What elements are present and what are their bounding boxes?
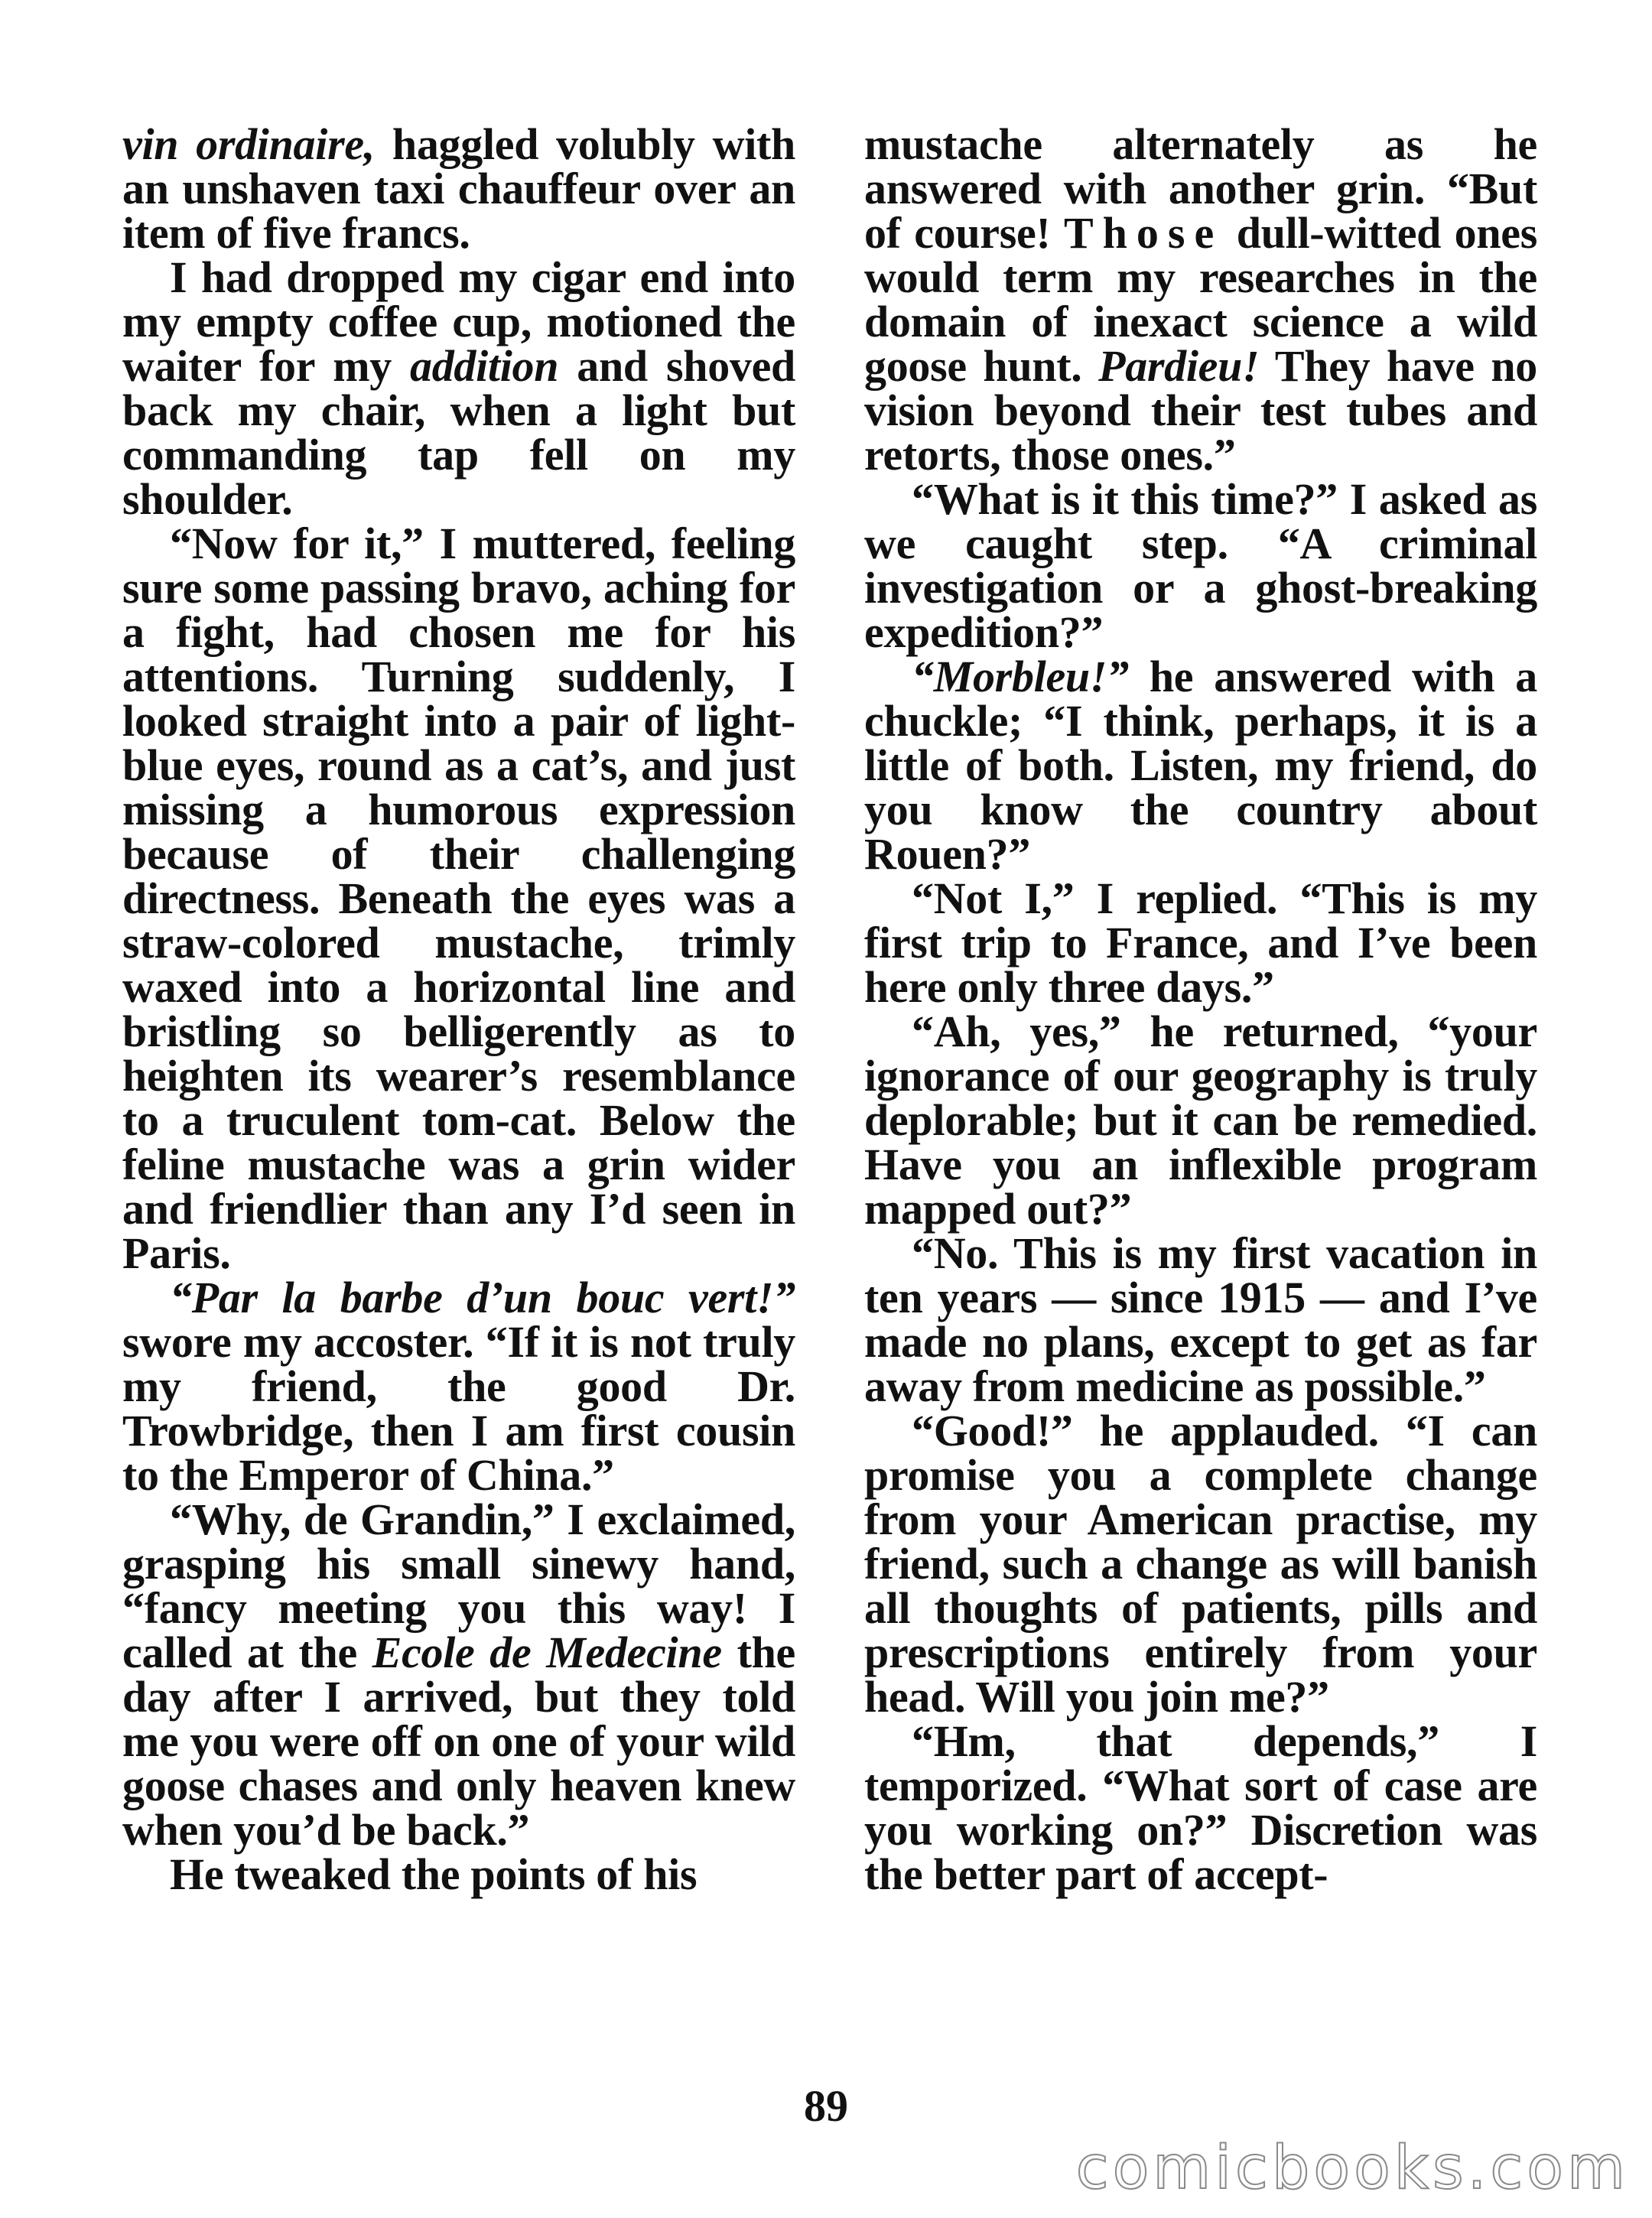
- text-run: “Morbleu!”: [912, 652, 1129, 701]
- text-run: “Ah, yes,” he returned, “your ignorance of our geography is truly deplorable; but it can be remedied. Have you an inflexible program mapped out?”: [864, 1007, 1537, 1234]
- paragraph: [122, 1494, 795, 1855]
- paragraph: [864, 873, 1537, 1012]
- paragraph: [864, 1716, 1537, 1899]
- paragraph: [864, 1228, 1537, 1411]
- text-run: “Not I,” I replied. “This is my first trip to France, and I’ve been here only three days.”: [864, 873, 1537, 1012]
- text-run: “Now for it,” I muttered, feeling sure some passing bravo, aching for a fight, had chosen me for his attentions. Turning suddenly, I looked straight into a pair of light-blue eyes, round as a cat’s, and just missing a humorous expression because of their challenging directness. Beneath the eyes was a straw-colored mustache, trimly waxed into a horizontal line and bristling so belligerently as to heighten its wearer’s resemblance to a truculent tom-cat. Below the feline mustache was a grin wider and friendlier than any I’d seen in Paris.: [122, 519, 795, 1278]
- text-run: dull-witted ones would term my researches in the domain of inexact science a wild goose hunt.: [864, 208, 1537, 391]
- paragraph: [864, 652, 1537, 879]
- paragraph: [122, 519, 795, 1278]
- paragraph: [122, 1273, 795, 1500]
- left-column: [122, 119, 795, 1899]
- text-run: mustache alternately as he answered with another grin. “But of course!: [864, 119, 1537, 258]
- text-run: haggled volubly with an unshaven taxi chauffeur over an item of five francs.: [122, 119, 795, 258]
- text-run: “Good!” he applauded. “I can promise you a complete change from your American practise, my friend, such a change as will banish all thoughts of patients, pills and prescriptions entirely from your head. Will you join me?”: [864, 1406, 1537, 1722]
- text-run: “Hm, that depends,” I temporized. “What sort of case are you working on?” Discretion was the better part of accept-: [864, 1716, 1537, 1899]
- text-run: They have no vision beyond their test tubes and retorts, those ones.”: [864, 341, 1537, 480]
- text-run: Those: [1063, 208, 1224, 258]
- paragraph: [122, 252, 795, 524]
- text-run: Pardieu!: [1098, 341, 1260, 391]
- text-run: He tweaked the points of his: [170, 1849, 698, 1899]
- text-run: I had dropped my cigar end into my empty coffee cup, motioned the waiter for my: [122, 252, 795, 391]
- text-run: “What is it this time?” I asked as we caught step. “A criminal investigation or a ghost-breaking expedition?”: [864, 474, 1537, 657]
- text-run: he answered with a chuckle; “I think, perhaps, it is a little of both. Listen, my friend, do you know the country about Rouen?”: [864, 652, 1537, 879]
- text-run: “Why, de Grandin,” I exclaimed, grasping his small sinewy hand, “fancy meeting you this way! I called at the: [122, 1494, 795, 1677]
- page-number: 89: [804, 2081, 848, 2131]
- paragraph: [864, 1007, 1537, 1234]
- right-column: [864, 119, 1537, 1899]
- text-run: vin ordinaire,: [122, 119, 375, 169]
- watermark-logo: comicbooks.com: [1075, 2134, 1629, 2203]
- paragraph: [864, 474, 1537, 657]
- text-run: Ecole de Medecine: [372, 1628, 722, 1677]
- paragraph: [122, 119, 795, 258]
- text-run: swore my accoster. “If it is not truly my friend, the good Dr. Trowbridge, then I am first cousin to the Emperor of China.”: [122, 1317, 795, 1500]
- text-run: addition: [410, 341, 559, 391]
- paragraph: [864, 1406, 1537, 1722]
- text-run: the day after I arrived, but they told me you were off on one of your wild goose chases and only heaven knew when you’d be back.”: [122, 1628, 795, 1855]
- paragraph: [864, 119, 1537, 480]
- text-run: and shoved back my chair, when a light but commanding tap fell on my shoulder.: [122, 341, 795, 524]
- text-run: “Par la barbe d’un bouc vert!”: [170, 1273, 795, 1322]
- paragraph: [122, 1849, 795, 1899]
- text-run: “No. This is my first vacation in ten years — since 1915 — and I’ve made no plans, except to get as far away from medicine as possible.”: [864, 1228, 1537, 1411]
